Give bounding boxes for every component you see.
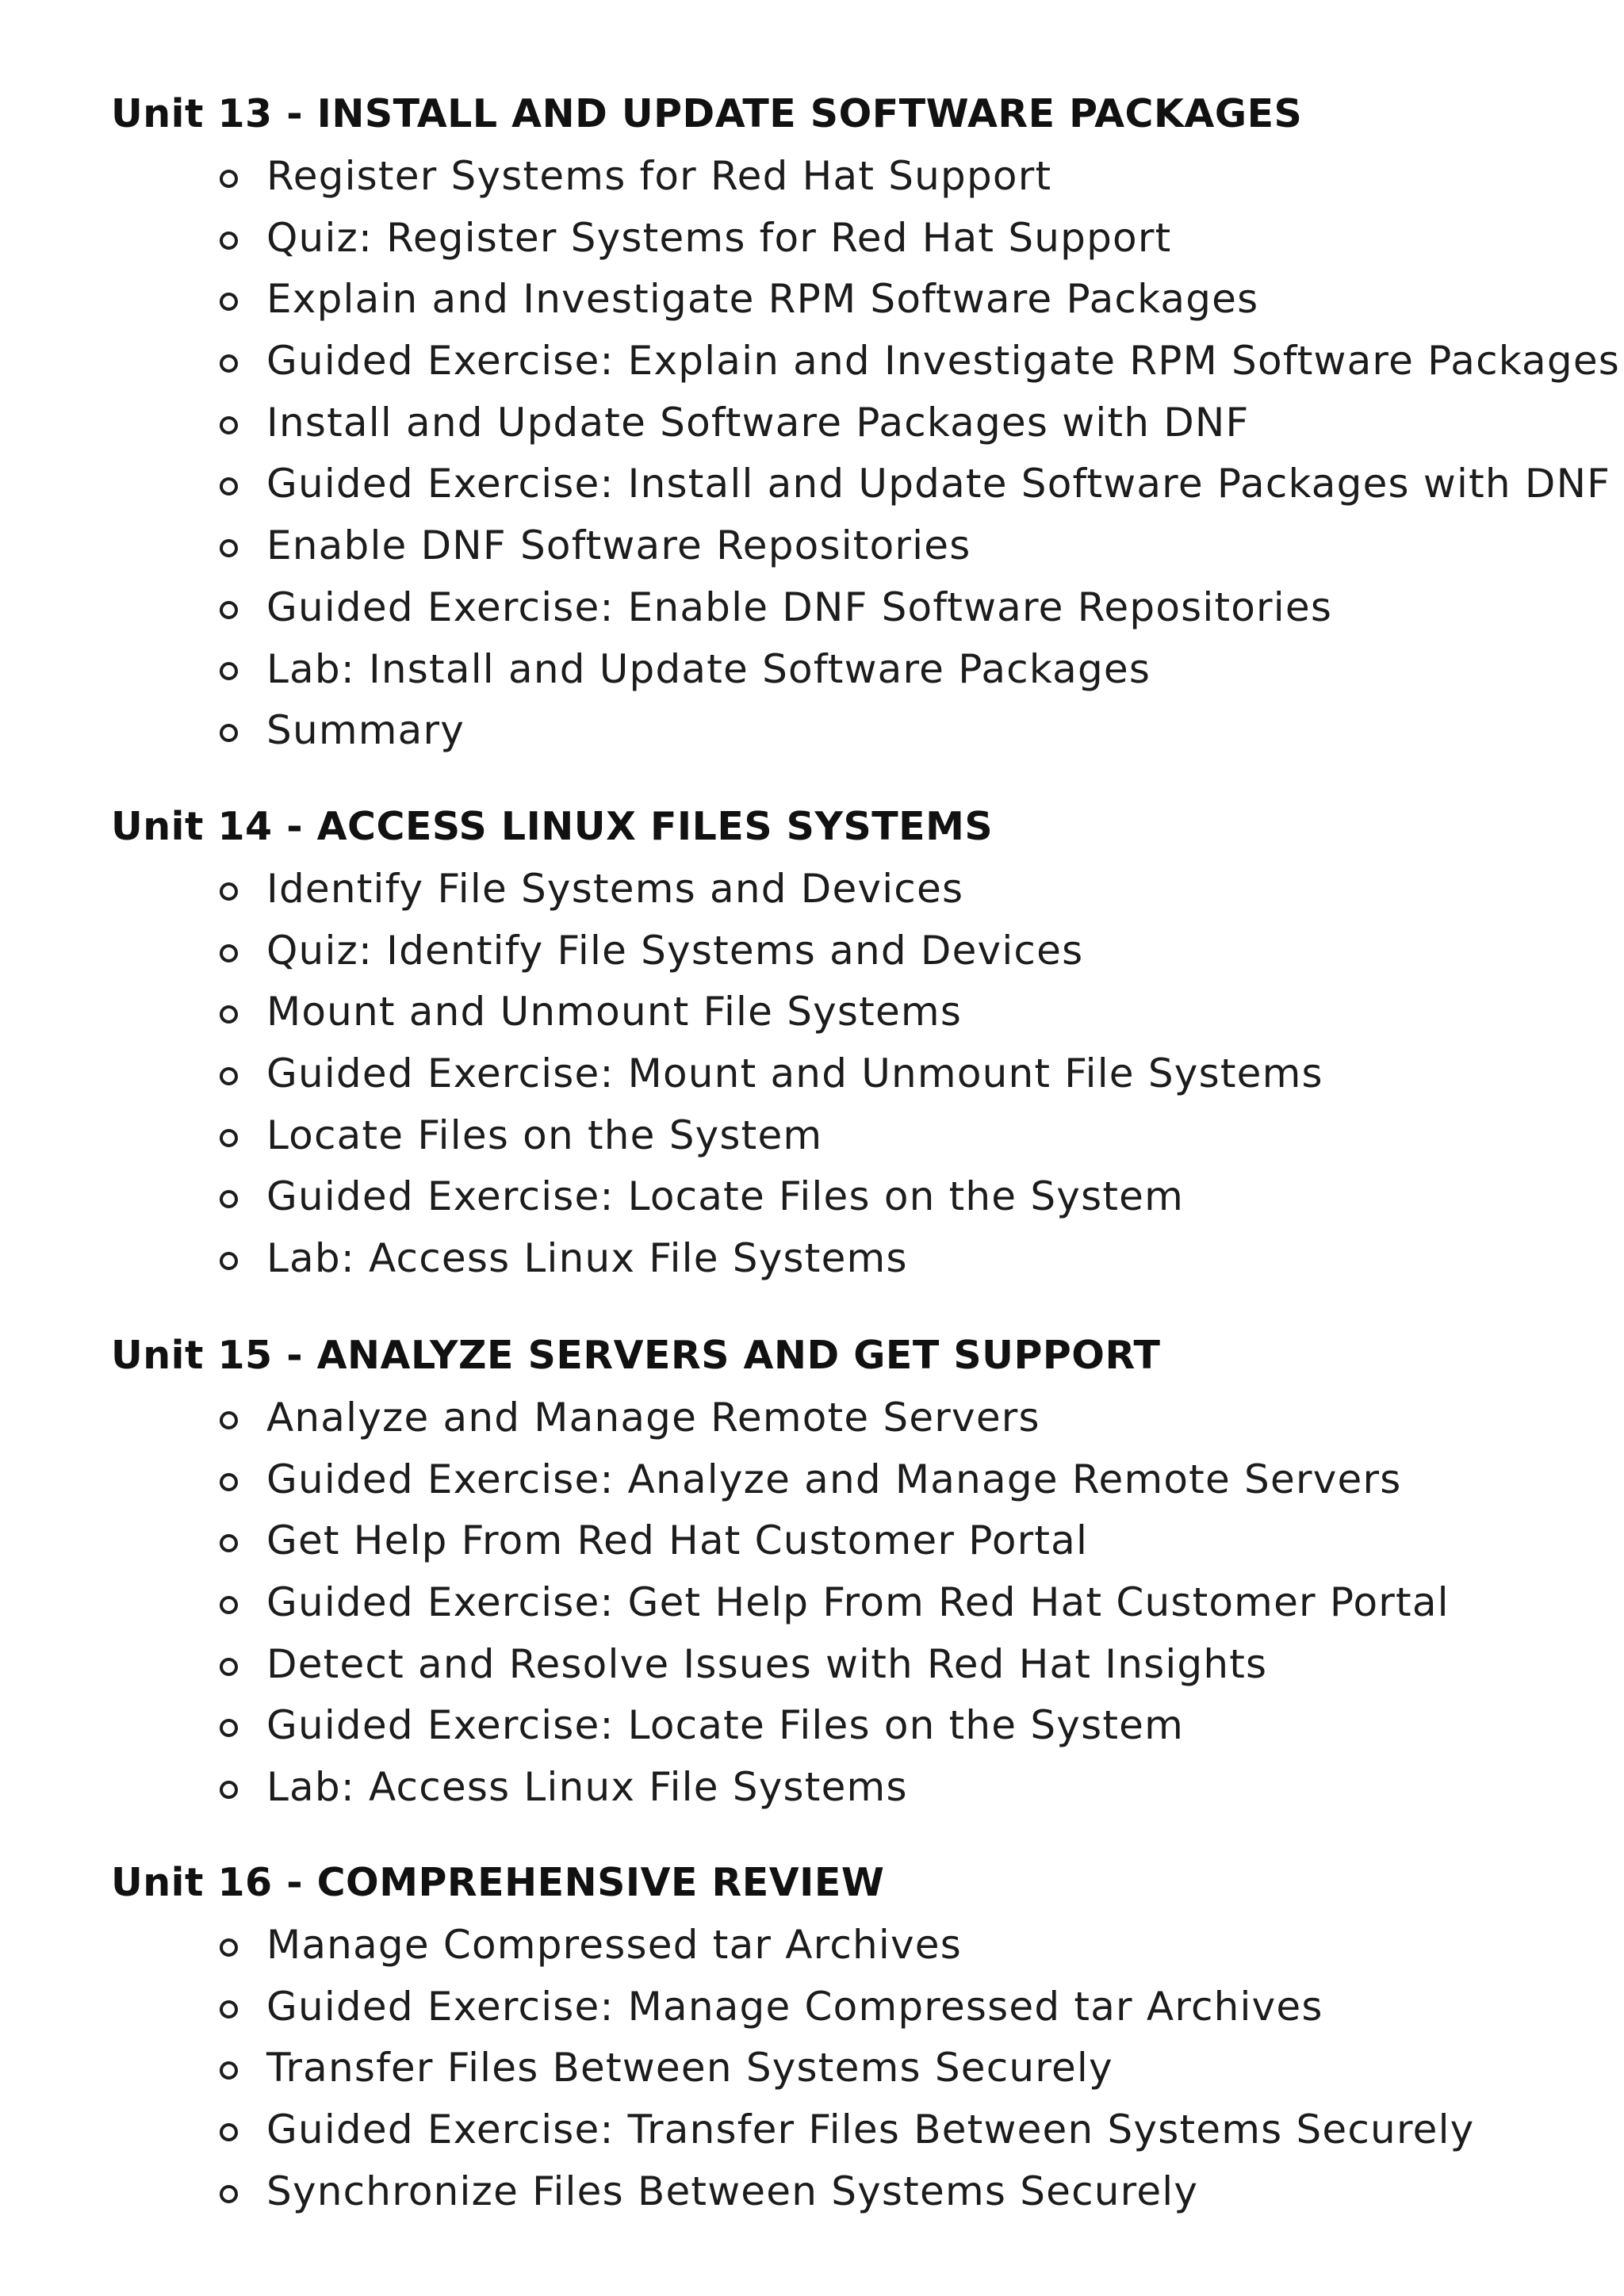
hollow-circle-bullet-icon xyxy=(220,170,238,188)
list-item xyxy=(111,146,1586,208)
list-item xyxy=(111,1572,1586,1634)
hollow-circle-bullet-icon xyxy=(220,1005,238,1024)
hollow-circle-bullet-icon xyxy=(220,1067,238,1085)
unit-15-topic-list xyxy=(111,1387,1586,1819)
hollow-circle-bullet-icon xyxy=(220,1473,238,1491)
list-item-text: Lab: Access Linux File Systems xyxy=(266,1764,908,1811)
list-item xyxy=(111,1915,1586,1976)
hollow-circle-bullet-icon xyxy=(220,1534,238,1552)
list-item-text: Lab: Access Linux File Systems xyxy=(266,1235,908,1282)
unit-16-section xyxy=(111,1851,1586,2222)
list-item xyxy=(111,269,1586,331)
list-item xyxy=(111,453,1611,515)
unit-16-topic-list xyxy=(111,1915,1586,2222)
list-item-text: Mount and Unmount File Systems xyxy=(266,989,963,1035)
hollow-circle-bullet-icon xyxy=(220,354,238,373)
list-item-text: Guided Exercise: Locate Files on the System xyxy=(266,1173,1184,1220)
list-item xyxy=(111,700,1586,762)
list-item-text: Synchronize Files Between Systems Securely xyxy=(266,2168,1199,2214)
list-item-text: Enable DNF Software Repositories xyxy=(266,522,971,569)
list-item xyxy=(111,920,1586,982)
hollow-circle-bullet-icon xyxy=(220,1411,238,1429)
hollow-circle-bullet-icon xyxy=(220,1596,238,1614)
list-item-text: Locate Files on the System xyxy=(266,1112,823,1158)
list-item-text: Quiz: Register Systems for Red Hat Support xyxy=(266,214,1172,261)
list-item xyxy=(111,515,1586,577)
list-item xyxy=(111,639,1586,701)
list-item-text: Guided Exercise: Manage Compressed tar Archives xyxy=(266,1983,1323,2030)
list-item-text: Transfer Files Between Systems Securely xyxy=(266,2045,1113,2091)
list-item xyxy=(111,1634,1586,1696)
list-item-text: Register Systems for Red Hat Support xyxy=(266,153,1052,199)
list-item xyxy=(111,859,1586,920)
unit-13-heading: Unit 13 - INSTALL AND UPDATE SOFTWARE PACKAGES xyxy=(111,91,1303,136)
list-item xyxy=(111,1510,1586,1572)
hollow-circle-bullet-icon xyxy=(220,2061,238,2080)
unit-15-heading: Unit 15 - ANALYZE SERVERS AND GET SUPPORT xyxy=(111,1333,1161,1378)
hollow-circle-bullet-icon xyxy=(220,1938,238,1957)
list-item-text: Guided Exercise: Enable DNF Software Repositories xyxy=(266,584,1333,630)
hollow-circle-bullet-icon xyxy=(220,477,238,496)
list-item-text: Quiz: Identify File Systems and Devices xyxy=(266,927,1084,974)
hollow-circle-bullet-icon xyxy=(220,232,238,250)
unit-16-heading: Unit 16 - COMPREHENSIVE REVIEW xyxy=(111,1860,885,1905)
list-item xyxy=(111,1105,1586,1167)
list-item-text: Guided Exercise: Analyze and Manage Remote Servers xyxy=(266,1456,1402,1502)
list-item xyxy=(111,2161,1586,2223)
list-item-text: Guided Exercise: Install and Update Software Packages with DNF xyxy=(266,461,1611,507)
list-item xyxy=(111,577,1586,639)
list-item xyxy=(111,1387,1586,1449)
list-item-text: Get Help From Red Hat Customer Portal xyxy=(266,1517,1089,1564)
hollow-circle-bullet-icon xyxy=(220,882,238,901)
list-item xyxy=(111,1976,1586,2038)
unit-14-topic-list xyxy=(111,859,1586,1290)
list-item xyxy=(111,331,1621,392)
list-item xyxy=(111,208,1586,270)
hollow-circle-bullet-icon xyxy=(220,1658,238,1676)
hollow-circle-bullet-icon xyxy=(220,1129,238,1147)
list-item-text: Lab: Install and Update Software Packages xyxy=(266,645,1151,692)
list-item-text: Guided Exercise: Get Help From Red Hat Customer Portal xyxy=(266,1579,1450,1626)
list-item-text: Summary xyxy=(266,707,465,754)
hollow-circle-bullet-icon xyxy=(220,2123,238,2141)
hollow-circle-bullet-icon xyxy=(220,1252,238,1270)
hollow-circle-bullet-icon xyxy=(220,601,238,619)
unit-14-section xyxy=(111,795,1586,1290)
hollow-circle-bullet-icon xyxy=(220,662,238,680)
unit-14-heading: Unit 14 - ACCESS LINUX FILES SYSTEMS xyxy=(111,804,994,849)
list-item-text: Detect and Resolve Issues with Red Hat Insights xyxy=(266,1640,1268,1687)
list-item xyxy=(111,1449,1586,1511)
hollow-circle-bullet-icon xyxy=(220,724,238,742)
list-item xyxy=(111,1757,1586,1819)
list-item-text: Explain and Investigate RPM Software Packages xyxy=(266,276,1259,323)
list-item-text: Guided Exercise: Locate Files on the System xyxy=(266,1702,1184,1749)
hollow-circle-bullet-icon xyxy=(220,293,238,311)
hollow-circle-bullet-icon xyxy=(220,1719,238,1737)
list-item-text: Guided Exercise: Mount and Unmount File Systems xyxy=(266,1050,1323,1097)
hollow-circle-bullet-icon xyxy=(220,2000,238,2019)
list-item xyxy=(111,1166,1586,1228)
hollow-circle-bullet-icon xyxy=(220,416,238,434)
list-item-text: Install and Update Software Packages with DNF xyxy=(266,399,1250,446)
list-item-text: Identify File Systems and Devices xyxy=(266,866,964,912)
hollow-circle-bullet-icon xyxy=(220,539,238,557)
list-item-text: Guided Exercise: Explain and Investigate RPM Software Packages xyxy=(266,338,1621,385)
list-item xyxy=(111,1043,1586,1105)
list-item xyxy=(111,392,1586,454)
list-item-text: Manage Compressed tar Archives xyxy=(266,1922,962,1968)
list-item-text: Guided Exercise: Transfer Files Between Systems Securely xyxy=(266,2107,1475,2153)
hollow-circle-bullet-icon xyxy=(220,2185,238,2203)
list-item-text: Analyze and Manage Remote Servers xyxy=(266,1395,1040,1441)
list-item xyxy=(111,1228,1586,1290)
list-item xyxy=(111,2038,1586,2099)
unit-15-section xyxy=(111,1324,1586,1819)
unit-13-section xyxy=(111,82,1621,762)
hollow-circle-bullet-icon xyxy=(220,1781,238,1799)
list-item xyxy=(111,1695,1586,1757)
list-item xyxy=(111,982,1586,1043)
hollow-circle-bullet-icon xyxy=(220,1190,238,1208)
hollow-circle-bullet-icon xyxy=(220,944,238,962)
list-item xyxy=(111,2099,1586,2161)
unit-13-topic-list xyxy=(111,146,1621,762)
